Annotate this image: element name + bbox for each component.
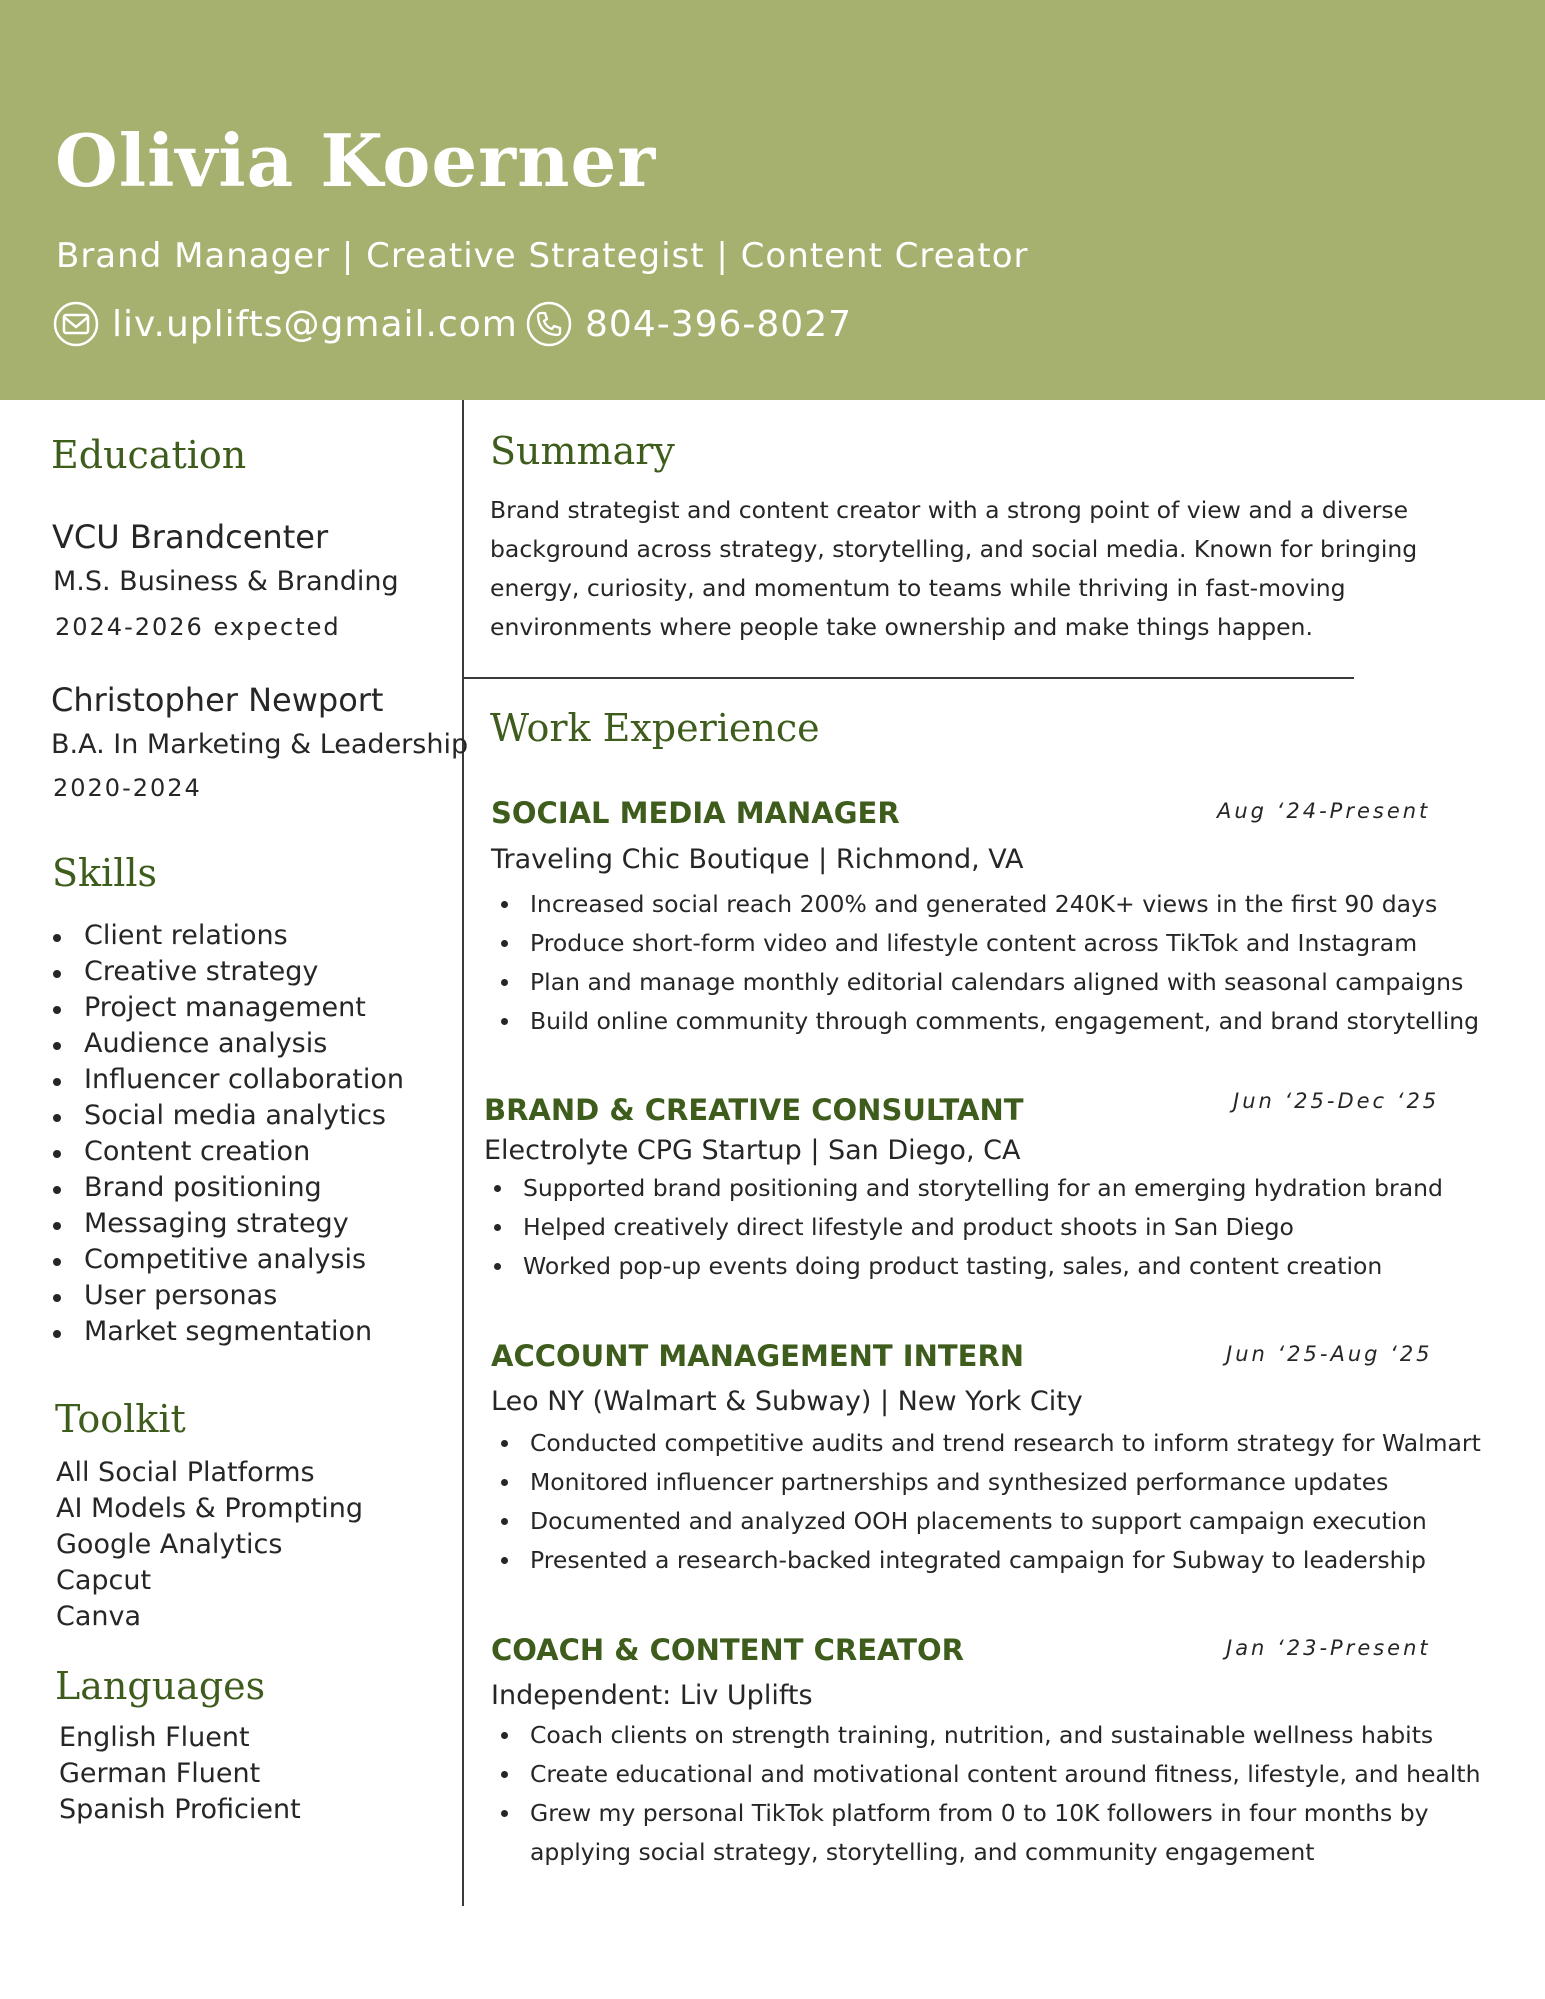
summary-text: Brand strategist and content creator with a strong point of view and a diverse background across strategy, storytelling, and social media. Known for bringing energy, curiosity, and momentum to teams while thriving in fast-moving environments where people take ownership and make things happen. [490, 496, 1418, 641]
toolkit-item: AI Models & Prompting [56, 1493, 363, 1524]
job-bullet: Grew my personal TikTok platform from 0 to 10K followers in four months by applying social strategy, storytelling, and community engagement [491, 1794, 1491, 1872]
job-bullet: Presented a research-backed integrated campaign for Subway to leadership [491, 1541, 1511, 1580]
skill-item: Content creation [50, 1134, 404, 1170]
job-title: COACH & CONTENT CREATOR [491, 1633, 964, 1667]
toolkit-item: Canva [56, 1601, 142, 1632]
job-dates: Jun ‘25-Dec ‘25 [1233, 1089, 1440, 1113]
job-bullet: Documented and analyzed OOH placements to support campaign execution [491, 1502, 1511, 1541]
education-years: 2020-2024 [53, 774, 202, 802]
mail-icon [52, 300, 100, 348]
column-divider [462, 400, 464, 1906]
education-degree: B.A. In Marketing & Leadership [51, 729, 469, 760]
skill-item: Messaging strategy [50, 1206, 404, 1242]
summary-divider [464, 677, 1354, 679]
skill-item: Audience analysis [50, 1026, 404, 1062]
job-bullet: Coach clients on strength training, nutrition, and sustainable wellness habits [491, 1716, 1491, 1755]
job-bullet: Build online community through comments, engagement, and brand storytelling [491, 1002, 1511, 1041]
job-dates: Aug ‘24-Present [1217, 799, 1431, 823]
toolkit-list [56, 1455, 363, 1635]
candidate-name: Olivia Koerner [55, 118, 657, 203]
job-title: ACCOUNT MANAGEMENT INTERN [491, 1339, 1025, 1373]
job-bullet: Supported brand positioning and storytelling for an emerging hydration brand [484, 1169, 1504, 1208]
skill-item: Brand positioning [50, 1170, 404, 1206]
languages-heading: Languages [55, 1664, 266, 1708]
toolkit-item: All Social Platforms [56, 1457, 315, 1488]
summary-heading: Summary [490, 429, 675, 473]
email-text: liv.uplifts@gmail.com [112, 303, 518, 345]
job-bullet: Produce short-form video and lifestyle content across TikTok and Instagram [491, 924, 1511, 963]
job-bullets [491, 885, 1511, 1041]
job-bullet: Helped creatively direct lifestyle and product shoots in San Diego [484, 1208, 1504, 1247]
job-bullet: Conducted competitive audits and trend research to inform strategy for Walmart [491, 1424, 1511, 1463]
skills-list [50, 918, 404, 1350]
education-heading: Education [51, 433, 247, 477]
job-company: Independent: Liv Uplifts [491, 1680, 813, 1711]
job-company: Leo NY (Walmart & Subway) | New York City [491, 1386, 1083, 1417]
job-company: Electrolyte CPG Startup | San Diego, CA [484, 1135, 1021, 1166]
job-company: Traveling Chic Boutique | Richmond, VA [491, 844, 1024, 875]
education-degree: M.S. Business & Branding [53, 566, 399, 597]
skills-heading: Skills [52, 851, 158, 895]
toolkit-item: Google Analytics [56, 1529, 283, 1560]
language-item: Spanish Proficient [59, 1794, 301, 1825]
skill-item: Social media analytics [50, 1098, 404, 1134]
work-experience-heading: Work Experience [490, 706, 820, 750]
skill-item: User personas [50, 1278, 404, 1314]
job-bullets [484, 1169, 1504, 1286]
education-school: Christopher Newport [51, 681, 384, 719]
job-dates: Jan ‘23-Present [1226, 1636, 1431, 1660]
toolkit-item: Capcut [56, 1565, 152, 1596]
language-item: German Fluent [59, 1758, 261, 1789]
skill-item: Client relations [50, 918, 404, 954]
education-school: VCU Brandcenter [52, 518, 329, 556]
skill-item: Project management [50, 990, 404, 1026]
language-item: English Fluent [59, 1722, 250, 1753]
phone-icon [525, 300, 573, 348]
skill-item: Market segmentation [50, 1314, 404, 1350]
skill-item: Creative strategy [50, 954, 404, 990]
job-bullet: Increased social reach 200% and generated 240K+ views in the first 90 days [491, 885, 1511, 924]
tagline: Brand Manager | Creative Strategist | Content Creator [56, 236, 1029, 276]
education-years: 2024-2026 expected [55, 613, 341, 641]
job-bullet: Monitored influencer partnerships and synthesized performance updates [491, 1463, 1511, 1502]
job-bullets [491, 1716, 1491, 1872]
skill-item: Competitive analysis [50, 1242, 404, 1278]
languages-list [59, 1720, 301, 1828]
job-title: SOCIAL MEDIA MANAGER [491, 796, 900, 830]
phone-contact[interactable] [525, 298, 852, 350]
job-bullet: Worked pop-up events doing product tasting, sales, and content creation [484, 1247, 1504, 1286]
phone-text: 804-396-8027 [585, 303, 853, 345]
job-dates: Jun ‘25-Aug ‘25 [1226, 1342, 1433, 1366]
header-banner [0, 0, 1545, 400]
job-bullet: Create educational and motivational content around fitness, lifestyle, and health [491, 1755, 1491, 1794]
job-bullets [491, 1424, 1511, 1580]
toolkit-heading: Toolkit [55, 1397, 186, 1441]
job-bullet: Plan and manage monthly editorial calendars aligned with seasonal campaigns [491, 963, 1511, 1002]
job-title: BRAND & CREATIVE CONSULTANT [484, 1093, 1024, 1127]
email-contact[interactable] [52, 298, 518, 350]
skill-item: Influencer collaboration [50, 1062, 404, 1098]
